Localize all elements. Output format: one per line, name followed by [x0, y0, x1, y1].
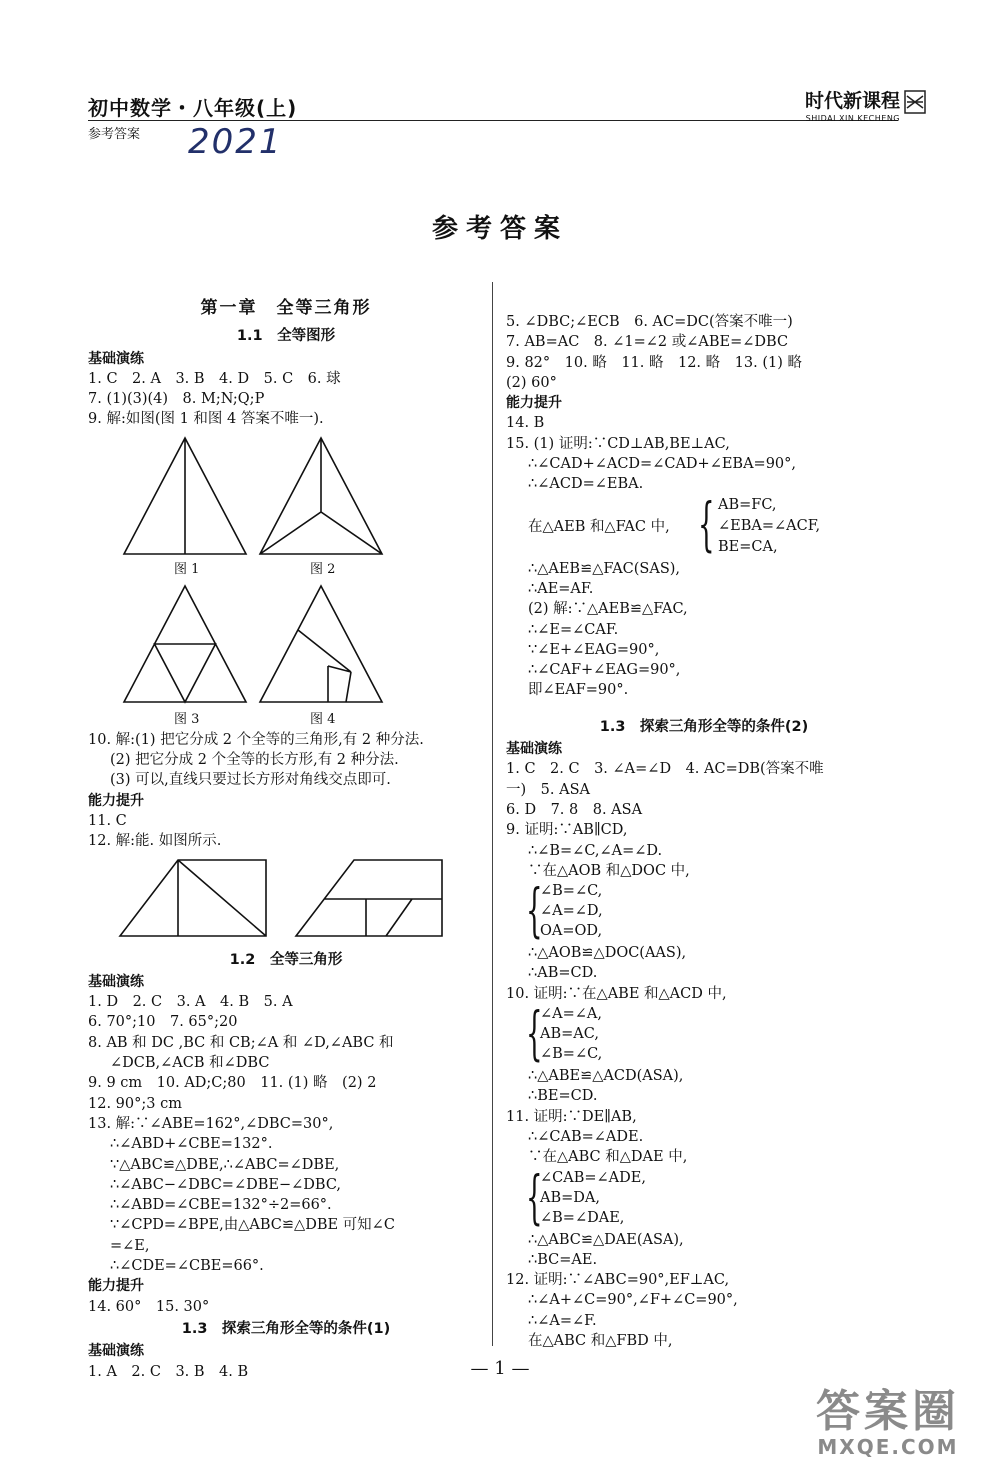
watermark-url: MXQE.COM	[817, 1435, 959, 1459]
answer-line: ∴△ABE≌△ACD(ASA),	[528, 1068, 684, 1085]
answer-line: 在△AEB 和△FAC 中,	[528, 518, 670, 535]
answer-line: ∴∠CAD+∠ACD=∠CAD+∠EBA=90°,	[528, 456, 797, 473]
answer-line: ∴△AOB≌△DOC(AAS),	[528, 945, 687, 962]
answer-line: ∵∠CPD=∠BPE,由△ABC≌△DBE 可知∠C	[110, 1217, 395, 1234]
answer-line: ∴∠ABD+∠CBE=132°.	[110, 1136, 273, 1153]
answer-line: 1. C 2. A 3. B 4. D 5. C 6. 球	[88, 370, 341, 387]
figure-3	[120, 582, 250, 708]
answer-line: ∴∠CAF+∠EAG=90°,	[528, 662, 681, 679]
left-column	[88, 296, 484, 1382]
section-label: 基础演练	[88, 973, 144, 990]
section-label: 基础演练	[506, 741, 562, 758]
section-label: 能力提升	[88, 1278, 144, 1295]
answer-line: 9. 证明:∵AB∥CD,	[506, 822, 628, 839]
section-label: 能力提升	[506, 395, 562, 412]
answer-line: 15. (1) 证明:∵CD⊥AB,BE⊥AC,	[506, 435, 730, 452]
right-column	[506, 312, 902, 1351]
answer-line: ∴∠B=∠C,∠A=∠D.	[528, 842, 663, 859]
answer-line: 1. C 2. C 3. ∠A=∠D 4. AC=DB(答案不唯	[506, 761, 824, 778]
answer-line: ∴∠A+∠C=90°,∠F+∠C=90°,	[528, 1292, 738, 1309]
brace-line: ∠EBA=∠ACF,	[718, 517, 821, 534]
brand-logo-icon	[904, 90, 926, 114]
watermark-logo	[816, 1375, 960, 1459]
subject-title: 初中数学・八年级(上)	[88, 96, 298, 120]
figure-row-3	[88, 852, 484, 948]
brace-line: ∠B=∠C,	[540, 883, 603, 900]
answer-line: ∴△AEB≌△FAC(SAS),	[528, 560, 681, 577]
brace-line: BE=CA,	[718, 538, 778, 555]
brand	[805, 86, 900, 123]
answer-line: ∵在△ABC 和△DAE 中,	[528, 1149, 688, 1166]
answer-line: (2) 60°	[506, 374, 557, 391]
brace-symbol: {	[526, 999, 543, 1068]
figure-caption: 图 4	[310, 711, 336, 727]
figure-2	[256, 434, 386, 560]
brace-symbol: {	[526, 876, 543, 945]
figure-caption: 图 3	[174, 711, 200, 727]
page-number: — 1 —	[470, 1358, 530, 1379]
brace-line: ∠B=∠C,	[540, 1046, 603, 1063]
page-title: 参考答案	[431, 214, 568, 244]
answer-line: ∵在△AOB 和△DOC 中,	[528, 862, 690, 879]
chapter-heading: 第一章 全等三角形	[200, 298, 372, 318]
brace-symbol: {	[698, 489, 715, 558]
section-label: 基础演练	[88, 350, 144, 367]
answer-line: ∴∠CDE=∠CBE=66°.	[110, 1258, 264, 1275]
answer-line: 一) 5. ASA	[506, 781, 590, 798]
answer-line: ∴∠A=∠F.	[528, 1312, 597, 1329]
answer-line: ∵∠E+∠EAG=90°,	[528, 641, 660, 658]
brace-block	[506, 876, 902, 945]
figure-trapezoid-2	[294, 856, 444, 940]
figure-caption: 图 2	[310, 561, 336, 577]
section-label: 基础演练	[88, 1343, 144, 1360]
watermark-text: 答案圈	[816, 1386, 960, 1437]
brace-block	[506, 1162, 902, 1231]
answer-line: 13. 解:∵∠ABE=162°,∠DBC=30°,	[88, 1115, 334, 1132]
brand-name: 时代新课程	[804, 90, 900, 112]
answer-line: ∴△ABC≌△DAE(ASA),	[528, 1231, 684, 1248]
header-rule	[88, 120, 898, 121]
section-heading: 1.2 全等三角形	[229, 951, 343, 968]
answer-line: 6. 70°;10 7. 65°;20	[88, 1014, 238, 1031]
brace-line: AB=FC,	[718, 496, 777, 513]
figure-trapezoid-1	[118, 856, 268, 940]
answer-line: ∵△ABC≌△DBE,∴∠ABC=∠DBE,	[110, 1156, 340, 1173]
answer-line: 11. 证明:∵DE∥AB,	[506, 1108, 637, 1125]
answer-line: ∴∠ABD=∠CBE=132°÷2=66°.	[110, 1197, 332, 1214]
answer-line: 8. AB 和 DC ,BC 和 CB;∠A 和 ∠D,∠ABC 和	[88, 1034, 394, 1051]
answer-line: 在△ABC 和△FBD 中,	[528, 1332, 673, 1349]
answer-line: 1. A 2. C 3. B 4. B	[88, 1363, 249, 1380]
answer-line: ∴∠E=∠CAF.	[528, 621, 619, 638]
answer-line: 14. B	[506, 415, 545, 432]
brace-block	[506, 489, 902, 559]
answer-line: =∠E,	[110, 1237, 150, 1254]
answer-line: 12. 证明:∵∠ABC=90°,EF⊥AC,	[506, 1272, 730, 1289]
answer-line: ∴AB=CD.	[528, 965, 598, 982]
answer-line: ∴∠CAB=∠ADE.	[528, 1128, 644, 1145]
answer-line: 12. 解:能. 如图所示.	[88, 833, 222, 850]
answer-line: 7. (1)(3)(4) 8. M;N;Q;P	[88, 391, 265, 408]
answer-line: ∴BC=AE.	[528, 1251, 598, 1268]
section-heading: 1.1 全等图形	[236, 328, 336, 345]
answer-line: 即∠EAF=90°.	[528, 682, 629, 699]
answer-line: 9. 82° 10. 略 11. 略 12. 略 13. (1) 略	[506, 354, 802, 371]
figure-row-1	[88, 430, 484, 580]
brace-line: ∠A=∠A,	[540, 1006, 603, 1023]
answer-line: 11. C	[88, 812, 127, 829]
brace-block	[506, 999, 902, 1068]
answer-line: ∴BE=CD.	[528, 1088, 598, 1105]
answer-line: ∴AE=AF.	[528, 580, 594, 597]
header-subtitle: 参考答案	[88, 127, 141, 142]
section-heading: 1.3 探索三角形全等的条件(1)	[181, 1320, 391, 1337]
brand-pinyin: SHIDAI XIN KECHENG	[805, 114, 900, 123]
answer-line: ∴∠ACD=∠EBA.	[528, 476, 644, 493]
brace-line: AB=DA,	[540, 1189, 600, 1206]
answer-line: 1. D 2. C 3. A 4. B 5. A	[88, 994, 293, 1011]
answer-line: ∴∠ABC−∠DBC=∠DBE−∠DBC,	[110, 1176, 342, 1193]
answer-line: ∠DCB,∠ACB 和∠DBC	[110, 1055, 270, 1072]
figure-1	[120, 434, 250, 560]
column-divider	[492, 282, 493, 1346]
answer-line: 5. ∠DBC;∠ECB 6. AC=DC(答案不唯一)	[506, 314, 793, 330]
brace-line: ∠B=∠DAE,	[540, 1209, 625, 1226]
answer-line: (3) 可以,直线只要过长方形对角线交点即可.	[110, 772, 391, 789]
answer-line: 6. D 7. 8 8. ASA	[506, 801, 643, 818]
brace-line: OA=OD,	[540, 923, 603, 940]
answer-line: 10. 证明:∵在△ABE 和△ACD 中,	[506, 985, 727, 1002]
section-heading: 1.3 探索三角形全等的条件(2)	[599, 718, 809, 735]
section-label: 能力提升	[88, 792, 144, 809]
handwritten-year: 2021	[188, 122, 283, 162]
answer-line: 7. AB=AC 8. ∠1=∠2 或∠ABE=∠DBC	[506, 334, 789, 351]
answer-line: (2) 把它分成 2 个全等的长方形,有 2 种分法.	[110, 752, 399, 769]
answer-line: (2) 解:∵△AEB≌△FAC,	[528, 601, 688, 618]
answer-line: 14. 60° 15. 30°	[88, 1298, 210, 1315]
brace-line: ∠A=∠D,	[540, 903, 603, 920]
answer-line: 9. 9 cm 10. AD;C;80 11. (1) 略 (2) 2	[88, 1075, 377, 1092]
brace-line: ∠CAB=∠ADE,	[540, 1169, 646, 1186]
figure-4	[256, 582, 386, 708]
figure-caption: 图 1	[174, 561, 200, 577]
answer-line: 10. 解:(1) 把它分成 2 个全等的三角形,有 2 种分法.	[88, 731, 424, 748]
answer-line: 12. 90°;3 cm	[88, 1095, 182, 1112]
answer-line: 9. 解:如图(图 1 和图 4 答案不唯一).	[88, 411, 324, 428]
brace-symbol: {	[526, 1162, 543, 1231]
figure-row-2	[88, 580, 484, 730]
brace-line: AB=AC,	[540, 1026, 599, 1043]
